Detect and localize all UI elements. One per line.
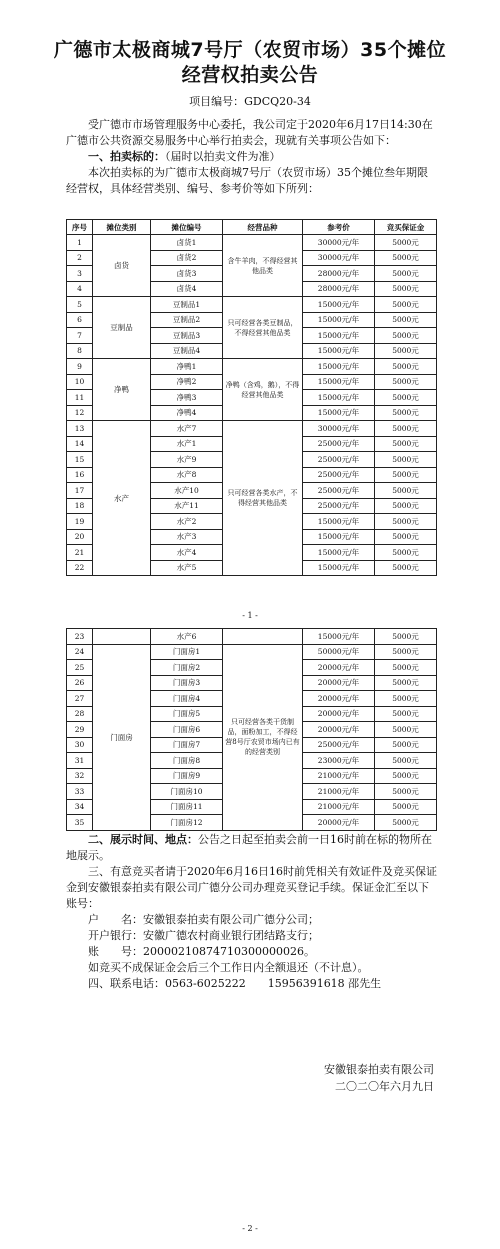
cell-category: 豆制品	[93, 297, 151, 359]
cell-category	[93, 629, 151, 645]
cell-scope: 只可经营各类水产，不得经营其他品类	[223, 421, 303, 576]
cell-deposit: 5000元	[375, 452, 437, 468]
cell-stall-no: 净鸭1	[151, 359, 223, 375]
cell-stall-no: 卤货1	[151, 235, 223, 251]
table-header-row	[67, 220, 437, 235]
table-body-page1	[67, 235, 437, 576]
cell-deposit: 5000元	[375, 691, 437, 707]
page-number-2: - 2 -	[242, 1224, 258, 1233]
cell-scope: 净鸭（含鸡，鹅），不得经营其他品类	[223, 359, 303, 421]
cell-seq: 29	[67, 722, 93, 738]
cell-seq: 22	[67, 560, 93, 576]
cell-deposit: 5000元	[375, 768, 437, 784]
cell-price: 15000元/年	[303, 390, 375, 406]
cell-seq: 1	[67, 235, 93, 251]
cell-stall-no: 水产7	[151, 421, 223, 437]
table-row	[67, 297, 437, 313]
cell-category: 净鸭	[93, 359, 151, 421]
cell-stall-no: 水产8	[151, 467, 223, 483]
cell-stall-no: 净鸭4	[151, 405, 223, 421]
cell-deposit: 5000元	[375, 405, 437, 421]
cell-price: 20000元/年	[303, 722, 375, 738]
cell-stall-no: 水产6	[151, 629, 223, 645]
cell-seq: 17	[67, 483, 93, 499]
cell-seq: 25	[67, 660, 93, 676]
table-row	[67, 359, 437, 375]
cell-deposit: 5000元	[375, 266, 437, 282]
cell-deposit: 5000元	[375, 545, 437, 561]
cell-stall-no: 净鸭2	[151, 374, 223, 390]
cell-stall-no: 水产11	[151, 498, 223, 514]
cell-price: 20000元/年	[303, 675, 375, 691]
cell-seq: 23	[67, 629, 93, 645]
title-line-1: 广德市太极商城7号厅（农贸市场）35个摊位	[53, 39, 447, 61]
cell-deposit: 5000元	[375, 529, 437, 545]
cell-deposit: 5000元	[375, 390, 437, 406]
cell-seq: 35	[67, 815, 93, 831]
header-deposit: 竞买保证金	[375, 220, 437, 235]
account-number: 账 号：20000210874710300000026。	[88, 945, 315, 958]
cell-price: 20000元/年	[303, 815, 375, 831]
cell-stall-no: 门面房1	[151, 644, 223, 660]
stalls-table-page2	[66, 628, 437, 831]
cell-deposit: 5000元	[375, 343, 437, 359]
body-block	[66, 832, 438, 992]
header-seq: 序号	[67, 220, 93, 235]
cell-seq: 4	[67, 281, 93, 297]
cell-category: 水产	[93, 421, 151, 576]
cell-price: 28000元/年	[303, 281, 375, 297]
cell-seq: 19	[67, 514, 93, 530]
cell-price: 15000元/年	[303, 312, 375, 328]
cell-price: 15000元/年	[303, 343, 375, 359]
cell-deposit: 5000元	[375, 374, 437, 390]
cell-deposit: 5000元	[375, 644, 437, 660]
cell-seq: 16	[67, 467, 93, 483]
cell-price: 23000元/年	[303, 753, 375, 769]
cell-seq: 8	[67, 343, 93, 359]
header-price: 参考价	[303, 220, 375, 235]
cell-price: 25000元/年	[303, 737, 375, 753]
cell-price: 15000元/年	[303, 529, 375, 545]
cell-price: 21000元/年	[303, 768, 375, 784]
cell-price: 28000元/年	[303, 266, 375, 282]
table-row	[67, 629, 437, 645]
cell-stall-no: 卤货2	[151, 250, 223, 266]
cell-price: 25000元/年	[303, 483, 375, 499]
cell-deposit: 5000元	[375, 560, 437, 576]
cell-deposit: 5000元	[375, 815, 437, 831]
cell-seq: 26	[67, 675, 93, 691]
section1-title: 一、拍卖标的：	[88, 150, 165, 163]
cell-stall-no: 卤货3	[151, 266, 223, 282]
cell-stall-no: 门面房10	[151, 784, 223, 800]
cell-deposit: 5000元	[375, 799, 437, 815]
cell-stall-no: 水产10	[151, 483, 223, 499]
cell-stall-no: 水产9	[151, 452, 223, 468]
cell-deposit: 5000元	[375, 359, 437, 375]
cell-seq: 15	[67, 452, 93, 468]
cell-deposit: 5000元	[375, 328, 437, 344]
cell-seq: 34	[67, 799, 93, 815]
signature-company: 安徽银泰拍卖有限公司	[324, 1063, 434, 1076]
cell-stall-no: 水产1	[151, 436, 223, 452]
cell-stall-no: 门面房3	[151, 675, 223, 691]
section1-body: 本次拍卖标的为广德市太极商城7号厅（农贸市场）35个摊位叁年期限经营权，具体经营类别、编号、参考价等如下所列：	[66, 166, 428, 195]
cell-seq: 2	[67, 250, 93, 266]
cell-stall-no: 门面房7	[151, 737, 223, 753]
cell-deposit: 5000元	[375, 514, 437, 530]
cell-price: 15000元/年	[303, 297, 375, 313]
intro-paragraph: 受广德市市场管理服务中心委托，我公司定于2020年6月17日14:30在广德市公共资源交易服务中心举行拍卖会，现就有关事项公告如下：	[66, 118, 433, 147]
cell-stall-no: 豆制品3	[151, 328, 223, 344]
cell-stall-no: 门面房12	[151, 815, 223, 831]
cell-price: 25000元/年	[303, 467, 375, 483]
cell-seq: 14	[67, 436, 93, 452]
cell-seq: 33	[67, 784, 93, 800]
header-scope: 经营品种	[223, 220, 303, 235]
cell-deposit: 5000元	[375, 737, 437, 753]
table-body-page2	[67, 629, 437, 831]
cell-price: 15000元/年	[303, 359, 375, 375]
cell-category: 门面房	[93, 644, 151, 830]
cell-seq: 24	[67, 644, 93, 660]
cell-stall-no: 门面房4	[151, 691, 223, 707]
cell-scope	[223, 629, 303, 645]
section2-body: 公告之日起至拍卖会前一日16时前在标的物所在地展示。	[66, 833, 432, 862]
cell-deposit: 5000元	[375, 498, 437, 514]
cell-deposit: 5000元	[375, 629, 437, 645]
cell-price: 15000元/年	[303, 374, 375, 390]
cell-stall-no: 水产4	[151, 545, 223, 561]
cell-stall-no: 门面房6	[151, 722, 223, 738]
stalls-table-page1	[66, 219, 437, 576]
cell-stall-no: 豆制品4	[151, 343, 223, 359]
cell-deposit: 5000元	[375, 483, 437, 499]
cell-deposit: 5000元	[375, 250, 437, 266]
cell-deposit: 5000元	[375, 312, 437, 328]
cell-stall-no: 水产2	[151, 514, 223, 530]
page-number-1: - 1 -	[242, 611, 258, 620]
cell-scope: 含牛羊肉，不得经营其他品类	[223, 235, 303, 297]
cell-price: 15000元/年	[303, 629, 375, 645]
cell-seq: 3	[67, 266, 93, 282]
cell-seq: 7	[67, 328, 93, 344]
cell-seq: 12	[67, 405, 93, 421]
cell-stall-no: 净鸭3	[151, 390, 223, 406]
cell-seq: 30	[67, 737, 93, 753]
cell-price: 30000元/年	[303, 235, 375, 251]
cell-price: 30000元/年	[303, 250, 375, 266]
cell-seq: 5	[67, 297, 93, 313]
cell-price: 15000元/年	[303, 328, 375, 344]
header-stall-no: 摊位编号	[151, 220, 223, 235]
cell-seq: 31	[67, 753, 93, 769]
cell-stall-no: 门面房8	[151, 753, 223, 769]
cell-deposit: 5000元	[375, 706, 437, 722]
contact-line: 四、联系电话：0563-6025222 15956391618 邵先生	[88, 977, 382, 990]
cell-seq: 32	[67, 768, 93, 784]
table-row	[67, 235, 437, 251]
cell-stall-no: 门面房5	[151, 706, 223, 722]
cell-seq: 20	[67, 529, 93, 545]
cell-stall-no: 水产5	[151, 560, 223, 576]
title-line-2: 经营权拍卖公告	[181, 64, 319, 86]
section1-note: （届时以拍卖文件为准）	[165, 150, 281, 163]
cell-deposit: 5000元	[375, 281, 437, 297]
cell-price: 20000元/年	[303, 660, 375, 676]
cell-stall-no: 豆制品1	[151, 297, 223, 313]
cell-price: 20000元/年	[303, 706, 375, 722]
account-bank: 开户银行：安徽广德农村商业银行团结路支行；	[88, 929, 319, 942]
cell-price: 15000元/年	[303, 560, 375, 576]
cell-deposit: 5000元	[375, 297, 437, 313]
section3-body: 三、有意竞买者请于2020年6月16日16时前凭相关有效证件及竞买保证金到安徽银泰拍卖有限公司广德分公司办理竞买登记手续。保证金汇至以下账号：	[66, 865, 437, 910]
header-category: 摊位类别	[93, 220, 151, 235]
table-row	[67, 644, 437, 660]
section1-heading	[66, 149, 438, 165]
cell-scope: 只可经营各类干货制品，面粉加工，不得经营8号厅农贸市场内已有的经营类别	[223, 644, 303, 830]
cell-deposit: 5000元	[375, 436, 437, 452]
signature-date: 二〇二〇年六月九日	[335, 1080, 434, 1093]
cell-price: 30000元/年	[303, 421, 375, 437]
intro-block	[66, 117, 438, 197]
cell-price: 15000元/年	[303, 405, 375, 421]
cell-price: 25000元/年	[303, 452, 375, 468]
cell-seq: 21	[67, 545, 93, 561]
section2	[66, 832, 438, 864]
cell-seq: 9	[67, 359, 93, 375]
project-number: 项目编号：GDCQ20-34	[189, 95, 311, 108]
cell-stall-no: 豆制品2	[151, 312, 223, 328]
cell-deposit: 5000元	[375, 660, 437, 676]
cell-deposit: 5000元	[375, 722, 437, 738]
cell-seq: 28	[67, 706, 93, 722]
cell-deposit: 5000元	[375, 784, 437, 800]
cell-seq: 6	[67, 312, 93, 328]
cell-price: 15000元/年	[303, 514, 375, 530]
cell-price: 25000元/年	[303, 498, 375, 514]
cell-deposit: 5000元	[375, 467, 437, 483]
cell-seq: 10	[67, 374, 93, 390]
cell-price: 25000元/年	[303, 436, 375, 452]
cell-seq: 18	[67, 498, 93, 514]
account-name: 户 名：安徽银泰拍卖有限公司广德分公司；	[88, 913, 319, 926]
cell-stall-no: 卤货4	[151, 281, 223, 297]
table-row	[67, 421, 437, 437]
section2-title: 二、展示时间、地点：	[88, 833, 198, 846]
signature-block	[324, 1061, 434, 1095]
cell-price: 50000元/年	[303, 644, 375, 660]
cell-seq: 11	[67, 390, 93, 406]
cell-price: 15000元/年	[303, 545, 375, 561]
cell-deposit: 5000元	[375, 235, 437, 251]
cell-seq: 13	[67, 421, 93, 437]
cell-stall-no: 门面房11	[151, 799, 223, 815]
cell-category: 卤货	[93, 235, 151, 297]
cell-price: 20000元/年	[303, 691, 375, 707]
cell-price: 21000元/年	[303, 784, 375, 800]
refund-note: 如竞买不成保证金会后三个工作日内全额退还（不计息）。	[88, 961, 369, 974]
cell-stall-no: 水产3	[151, 529, 223, 545]
cell-deposit: 5000元	[375, 753, 437, 769]
cell-scope: 只可经营各类豆制品，不得经营其他品类	[223, 297, 303, 359]
cell-deposit: 5000元	[375, 675, 437, 691]
cell-price: 21000元/年	[303, 799, 375, 815]
cell-deposit: 5000元	[375, 421, 437, 437]
cell-stall-no: 门面房2	[151, 660, 223, 676]
cell-seq: 27	[67, 691, 93, 707]
cell-stall-no: 门面房9	[151, 768, 223, 784]
